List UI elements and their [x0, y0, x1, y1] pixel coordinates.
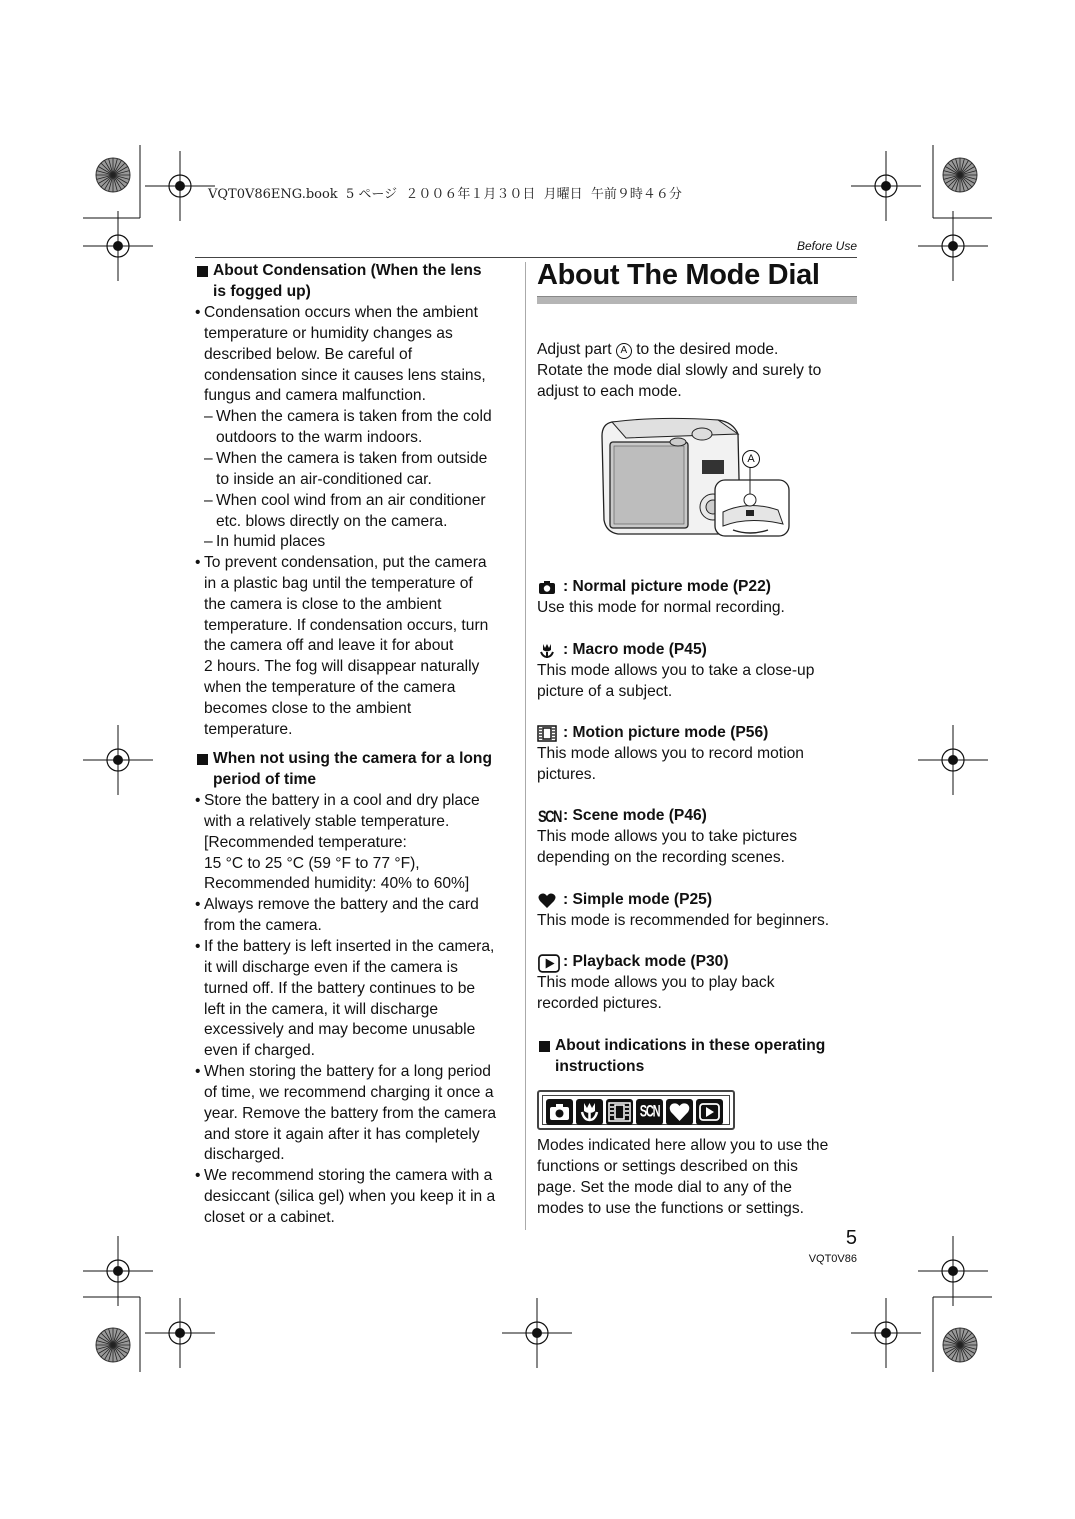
scn-icon: SCN: [636, 1099, 663, 1125]
header-rule: [195, 257, 857, 258]
storage-heading: When not using the camera for a long period of time: [197, 749, 492, 791]
column-divider: [525, 262, 526, 1230]
bullet-icon: •: [195, 304, 201, 321]
heart-icon: [537, 892, 557, 909]
dash-item: – When the camera is taken from the cold outdoors to the warm indoors.: [204, 408, 492, 446]
mode-macro: : Macro mode (P45) This mode allows you to take a close-up picture of a subject.: [537, 641, 815, 700]
macro-icon: [576, 1099, 603, 1125]
intro-text: Adjust part A to the desired mode. Rotate the mode dial slowly and surely to adjust to each mode.: [537, 340, 822, 400]
section-label: Before Use: [796, 239, 857, 253]
camera-icon: [537, 579, 557, 596]
macro-icon: [537, 642, 557, 659]
film-icon: [606, 1099, 633, 1125]
playback-icon: [696, 1099, 723, 1125]
dash-item: – When the camera is taken from outside to inside an air-conditioned car.: [204, 450, 488, 488]
condensation-heading: About Condensation (When the lens is fogged up): [197, 261, 482, 303]
film-icon: [537, 725, 557, 742]
mode-icon-strip: [537, 1090, 735, 1130]
mode-normal-picture: : Normal picture mode (P22) Use this mode for normal recording.: [537, 578, 785, 616]
storage-bullet: • Store the battery in a cool and dry place with a relatively stable temperature. [Recommended temperature: 15 °C to 25 °C (59 °F to 77 °F), Recommended humidity: 40% to 60%]: [195, 792, 480, 893]
indications-description: Modes indicated here allow you to use the functions or settings described on this page. Set the mode dial to any of the modes to use the functions or settings.: [537, 1137, 829, 1217]
mode-motion-picture: : Motion picture mode (P56) This mode allows you to record motion pictures.: [537, 724, 804, 783]
storage-bullet: • If the battery is left inserted in the camera, it will discharge even if the camera is turned off. If the battery continues to be left in the camera, it will discharge excessively and may become unusable even if charged.: [195, 938, 495, 1060]
square-bullet-icon: [197, 754, 208, 765]
bullet-prevent-condensation: • To prevent condensation, put the camera in a plastic bag until the temperature of the camera is close to the ambient temperature. If condensation occurs, turn the camera off and leave it for about 2 hours. The fog will disappear naturally when the temperature of the camera becomes close to the ambient temperature.: [195, 554, 489, 738]
storage-bullet: • We recommend storing the camera with a desiccant (silica gel) when you keep it in a closet or a cabinet.: [195, 1167, 496, 1226]
storage-bullet: • Always remove the battery and the card from the camera.: [195, 896, 479, 934]
scn-icon: SCN: [538, 807, 561, 826]
dash-item: – In humid places: [204, 533, 326, 550]
playback-icon: [537, 954, 561, 973]
page-number: 5: [845, 1227, 857, 1249]
storage-bullet: • When storing the battery for a long period of time, we recommend charging it once a year. Remove the battery from the camera and store it again after it has completely discharged.: [195, 1063, 497, 1164]
mode-scene: SCN : Scene mode (P46) This mode allows you to take pictures depending on the recording scenes.: [537, 807, 798, 866]
callout-a: A: [742, 450, 760, 468]
heart-icon: [666, 1099, 693, 1125]
camera-illustration: [598, 412, 793, 544]
indications-heading: About indications in these operating instructions: [539, 1036, 825, 1078]
square-bullet-icon: [539, 1041, 550, 1052]
square-bullet-icon: [197, 266, 208, 277]
camera-icon: [546, 1099, 573, 1125]
part-a-marker: A: [616, 343, 632, 359]
bullet-condensation-cause: • Condensation occurs when the ambient temperature or humidity changes as described below. Be careful of condensation since it causes lens stains, fungus and camera malfunction.: [195, 304, 486, 405]
dash-item: – When cool wind from an air conditioner etc. blows directly on the camera.: [204, 492, 486, 530]
mode-simple: : Simple mode (P25) This mode is recommended for beginners.: [537, 891, 830, 929]
model-code: VQT0V86: [808, 1253, 857, 1265]
mode-playback: : Playback mode (P30) This mode allows you to play back recorded pictures.: [537, 953, 775, 1012]
page-title: About The Mode Dial: [537, 259, 820, 291]
title-underline: [537, 296, 857, 304]
print-header: VQT0V86ENG.book 5 ページ ２００６年１月３０日 月曜日 午前９時４６分: [208, 187, 682, 202]
